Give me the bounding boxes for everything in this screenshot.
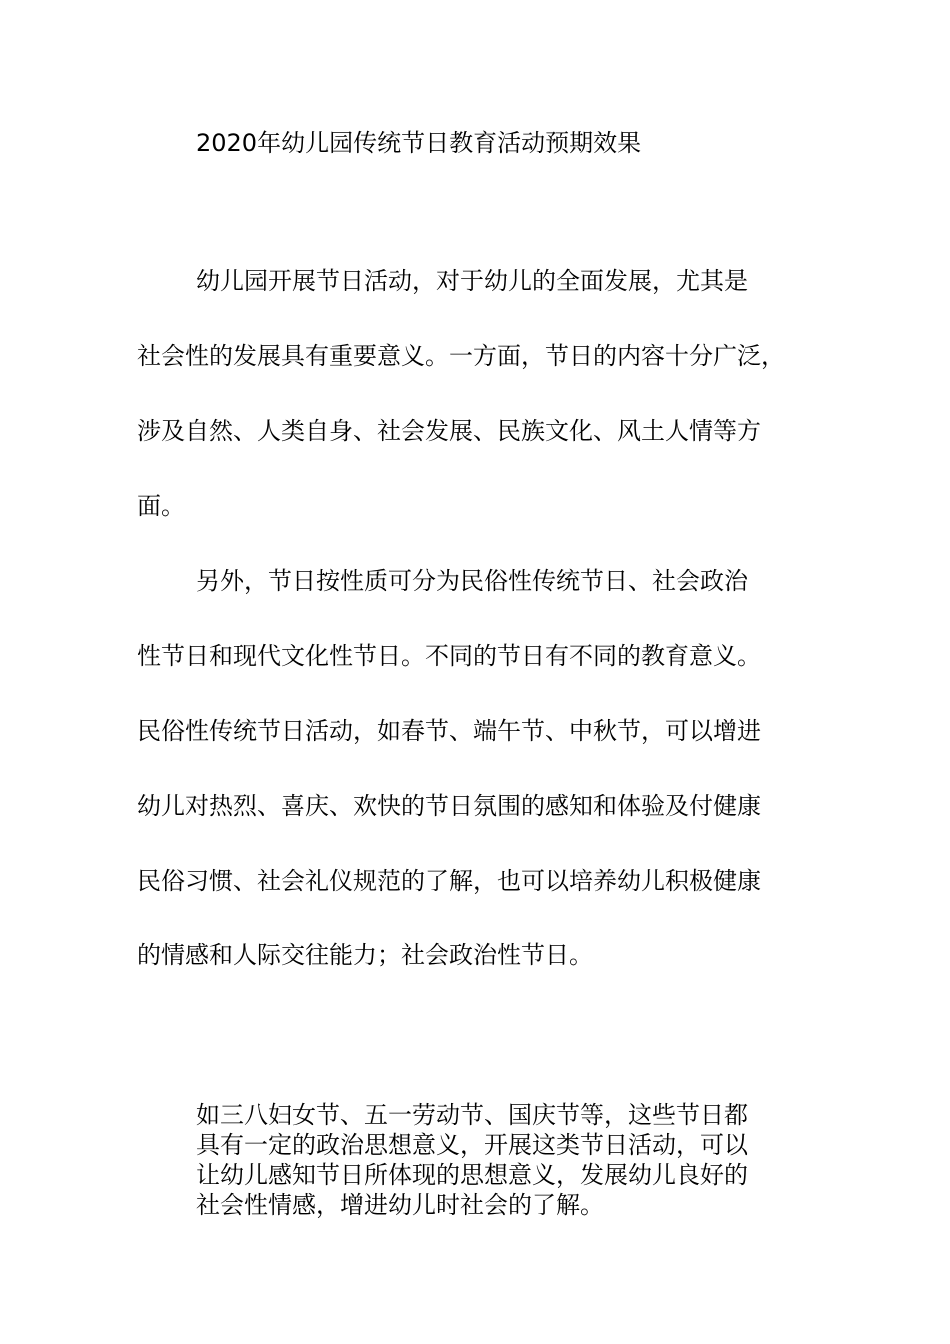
paragraph-line: 面。 <box>137 492 185 520</box>
document-title: 2020年幼儿园传统节日教育活动预期效果 <box>196 129 642 157</box>
paragraph-line: 让幼儿感知节日所体现的思想意义，发展幼儿良好的 <box>196 1161 748 1189</box>
paragraph-line: 的情感和人际交往能力；社会政治性节日。 <box>137 941 593 969</box>
paragraph-line: 涉及自然、人类自身、社会发展、民族文化、风土人情等方 <box>137 417 761 445</box>
paragraph-line: 幼儿园开展节日活动，对于幼儿的全面发展，尤其是 <box>196 267 748 295</box>
paragraph-line: 社会性情感，增进幼儿时社会的了解。 <box>196 1191 604 1219</box>
paragraph-line: 幼儿对热烈、喜庆、欢快的节日氛围的感知和体验及付健康 <box>137 792 761 820</box>
paragraph-line: 性节日和现代文化性节日。不同的节日有不同的教育意义。 <box>137 642 761 670</box>
paragraph-line: 民俗性传统节日活动，如春节、端午节、中秋节，可以增进 <box>137 717 761 745</box>
paragraph-line: 社会性的发展具有重要意义。一方面，节日的内容十分广泛， <box>137 342 785 370</box>
paragraph-line: 民俗习惯、社会礼仪规范的了解，也可以培养幼儿积极健康 <box>137 867 761 895</box>
paragraph-line: 如三八妇女节、五一劳动节、国庆节等，这些节日都 <box>196 1101 748 1129</box>
paragraph-line: 具有一定的政治思想意义，开展这类节日活动，可以 <box>196 1131 748 1159</box>
paragraph-3 <box>196 1100 856 1220</box>
paragraph-line: 另外，节日按性质可分为民俗性传统节日、社会政治 <box>196 567 748 595</box>
